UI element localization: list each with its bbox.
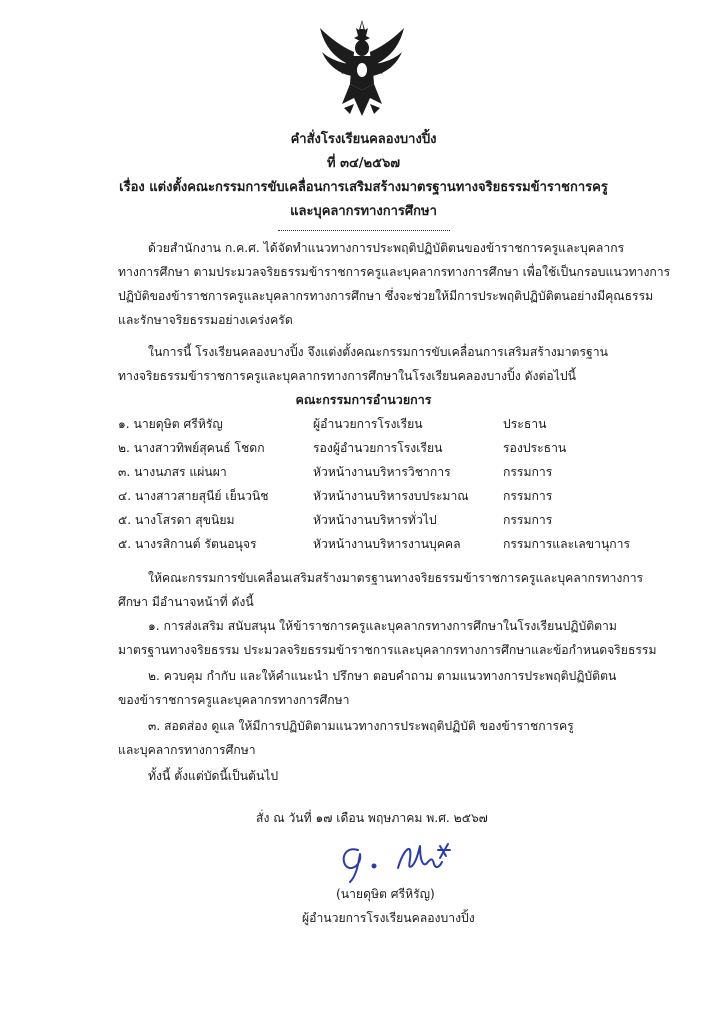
member-role: กรรมการ	[503, 465, 553, 479]
committee-row	[118, 414, 708, 434]
duty3-line1: ๓. สอดส่อง ดูแล ให้มีการปฏิบัติตามแนวทางการประพฤติปฏิบัติ ของข้าราชการครู	[148, 719, 574, 733]
subject-line-2: และบุคลากรทางการศึกษา	[290, 204, 437, 219]
member-name: ๒. นางสาวทิพย์สุคนธ์ โชดก	[118, 441, 265, 455]
member-name: ๕. นางรสิกานต์ รัตนอนุจร	[118, 537, 257, 551]
member-name: ๑. นายดุษิต ศรีหิรัญ	[118, 417, 223, 431]
committee-row	[118, 486, 708, 506]
duty2-line1: ๒. ควบคุม กำกับ และให้คำแนะนำ ปรึกษา ตอบคำถาม ตามแนวทางการประพฤติปฏิบัติตน	[148, 669, 617, 683]
order-date: สั่ง ณ วันที่ ๑๗ เดือน พฤษภาคม พ.ศ. ๒๕๖๗	[256, 811, 488, 825]
handwritten-signature	[336, 836, 496, 886]
signer-name: (นายดุษิต ศรีหิรัญ)	[336, 887, 435, 901]
member-position: หัวหน้างานบริหารทั่วไป	[313, 513, 437, 527]
para1-line2: ทางการศึกษา ตามประมวลจริยธรรมข้าราชการครูและบุคลากรทางการศึกษา เพื่อใช้เป็นกรอบแนวทางการ	[118, 265, 671, 279]
signer-title: ผู้อำนวยการโรงเรียนคลองบางปิ้ง	[302, 911, 475, 925]
effective-statement: ทั้งนี้ ตั้งแต่บัดนี้เป็นต้นไป	[148, 769, 279, 783]
duty3-line2: และบุคลากรทางการศึกษา	[118, 743, 256, 757]
member-role: รองประธาน	[503, 441, 567, 455]
committee-title: คณะกรรมการอำนวยการ	[295, 392, 432, 407]
subject-line-1: เรื่อง แต่งตั้งคณะกรรมการขับเคลื่อนการเสริมสร้างมาตรฐานทางจริยธรรมข้าราชการครู	[119, 180, 608, 195]
duty1-line1: ๑. การส่งเสริม สนับสนุน ให้ข้าราชการครูและบุคลากรทางการศึกษาในโรงเรียนปฏิบัติตาม	[148, 619, 617, 633]
member-name: ๔. นางสาวสายสุนีย์ เย็นวนิช	[118, 489, 269, 503]
member-name: ๕. นางโสรดา สุขนิยม	[118, 513, 235, 527]
member-role: กรรมการ	[503, 489, 553, 503]
member-position: หัวหน้างานบริหารวิชาการ	[313, 465, 451, 479]
member-position: หัวหน้างานบริหารงบประมาณ	[313, 489, 469, 503]
member-position: รองผู้อำนวยการโรงเรียน	[313, 441, 443, 455]
duty1-line2: มาตรฐานทางจริยธรรม ประมวลจริยธรรมข้าราชการและบุคลากรทางการศึกษาและข้อกำหนดจริยธรรม	[118, 643, 657, 657]
para2-line1: ในการนี้ โรงเรียนคลองบางปิ้ง จึงแต่งตั้งคณะกรรมการขับเคลื่อนการเสริมสร้างมาตรฐาน	[148, 345, 608, 359]
committee-row	[118, 534, 708, 554]
order-number: ที่ ๓๔/๒๕๖๗	[326, 156, 400, 171]
duty-intro-line2: ศึกษา มีอำนาจหน้าที่ ดังนี้	[118, 595, 254, 609]
committee-row	[118, 510, 708, 530]
member-name: ๓. นางนภสร แผ่นผา	[118, 465, 227, 479]
member-position: ผู้อำนวยการโรงเรียน	[313, 417, 423, 431]
committee-row	[118, 438, 708, 458]
para1-line4: และรักษาจริยธรรมอย่างเคร่งครัด	[118, 313, 293, 327]
member-position: หัวหน้างานบริหารงานบุคคล	[313, 537, 461, 551]
duty-intro-line1: ให้คณะกรรมการขับเคลื่อนเสริมสร้างมาตรฐานทางจริยธรรมข้าราชการครูและบุคลากรทางการ	[148, 571, 644, 585]
dotted-divider	[278, 230, 450, 231]
para2-line2: ทางจริยธรรมข้าราชการครูและบุคลากรทางการศึกษาในโรงเรียนคลองบางปิ้ง ดังต่อไปนี้	[118, 369, 576, 383]
duty2-line2: ของข้าราชการครูและบุคลากรทางการศึกษา	[118, 693, 350, 707]
member-role: กรรมการ	[503, 513, 553, 527]
para1-line1: ด้วยสำนักงาน ก.ค.ศ. ได้จัดทำแนวทางการประพฤติปฏิบัติตนของข้าราชการครูและบุคลากร	[148, 241, 625, 255]
committee-row	[118, 462, 708, 482]
member-role: ประธาน	[503, 417, 547, 431]
member-role: กรรมการและเลขานุการ	[503, 537, 631, 551]
para1-line3: ปฏิบัติของข้าราชการครูและบุคลากรทางการศึกษา ซึ่งจะช่วยให้มีการประพฤติปฏิบัติตนอย่างมีคุณธรรม	[118, 289, 654, 303]
garuda-emblem-icon	[318, 18, 406, 120]
order-title: คำสั่งโรงเรียนคลองบางปิ้ง	[290, 132, 437, 147]
